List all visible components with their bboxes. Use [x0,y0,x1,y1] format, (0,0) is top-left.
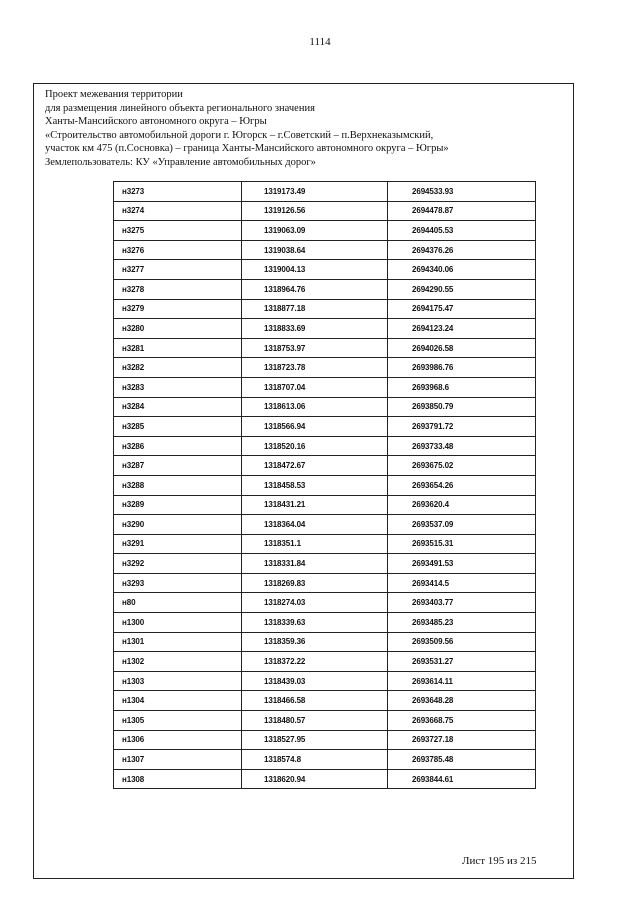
y-coordinate-cell: 2693850.79 [388,397,536,417]
x-coordinate-cell: 1319063.09 [242,221,388,241]
point-name-cell: н3289 [114,495,242,515]
x-coordinate-cell: 1318753.97 [242,338,388,358]
point-name-cell: н3273 [114,182,242,202]
x-coordinate-cell: 1318574.8 [242,750,388,770]
point-name-cell: н1307 [114,750,242,770]
x-coordinate-cell: 1318372.22 [242,652,388,672]
table-row [114,299,536,319]
y-coordinate-cell: 2693509.56 [388,632,536,652]
header-line: Землепользователь: КУ «Управление автомобильных дорог» [45,156,316,168]
point-name-cell: н3281 [114,338,242,358]
x-coordinate-cell: 1318466.58 [242,691,388,711]
y-coordinate-cell: 2693785.48 [388,750,536,770]
y-coordinate-cell: 2693531.27 [388,652,536,672]
table-row [114,769,536,789]
y-coordinate-cell: 2693733.48 [388,436,536,456]
header-line: участок км 475 (п.Сосновка) – граница Ханты-Мансийского автономного округа – Югры» [45,143,449,155]
table-row [114,201,536,221]
header-line: Проект межевания территории [45,89,183,100]
x-coordinate-cell: 1318833.69 [242,319,388,339]
point-name-cell: н1302 [114,652,242,672]
table-row [114,182,536,202]
point-name-cell: н1304 [114,691,242,711]
x-coordinate-cell: 1318351.1 [242,534,388,554]
table-row [114,338,536,358]
point-name-cell: н1300 [114,613,242,633]
table-row [114,417,536,437]
y-coordinate-cell: 2693485.23 [388,613,536,633]
point-name-cell: н3286 [114,436,242,456]
y-coordinate-cell: 2693491.53 [388,554,536,574]
table-row [114,495,536,515]
y-coordinate-cell: 2694405.53 [388,221,536,241]
y-coordinate-cell: 2694175.47 [388,299,536,319]
coordinates-table-body [114,182,536,789]
y-coordinate-cell: 2693986.76 [388,358,536,378]
table-row [114,730,536,750]
page-number: 1114 [309,36,331,48]
y-coordinate-cell: 2694533.93 [388,182,536,202]
x-coordinate-cell: 1318964.76 [242,279,388,299]
point-name-cell: н3287 [114,456,242,476]
sheet-counter: Лист 195 из 215 [462,855,537,867]
point-name-cell: н3293 [114,573,242,593]
table-row [114,319,536,339]
table-row [114,593,536,613]
table-row [114,671,536,691]
x-coordinate-cell: 1318364.04 [242,515,388,535]
table-row [114,260,536,280]
table-row [114,632,536,652]
x-coordinate-cell: 1318480.57 [242,711,388,731]
point-name-cell: н3283 [114,377,242,397]
x-coordinate-cell: 1318439.03 [242,671,388,691]
y-coordinate-cell: 2693620.4 [388,495,536,515]
point-name-cell: н3279 [114,299,242,319]
y-coordinate-cell: 2693515.31 [388,534,536,554]
coordinates-table [113,181,536,789]
point-name-cell: н3288 [114,475,242,495]
table-row [114,358,536,378]
table-row [114,240,536,260]
x-coordinate-cell: 1318458.53 [242,475,388,495]
y-coordinate-cell: 2694478.87 [388,201,536,221]
x-coordinate-cell: 1319004.13 [242,260,388,280]
table-row [114,750,536,770]
table-row [114,377,536,397]
y-coordinate-cell: 2693668.75 [388,711,536,731]
y-coordinate-cell: 2694026.58 [388,338,536,358]
point-name-cell: н1305 [114,711,242,731]
x-coordinate-cell: 1318331.84 [242,554,388,574]
point-name-cell: н3274 [114,201,242,221]
x-coordinate-cell: 1318431.21 [242,495,388,515]
x-coordinate-cell: 1318472.67 [242,456,388,476]
y-coordinate-cell: 2693968.6 [388,377,536,397]
y-coordinate-cell: 2694290.55 [388,279,536,299]
point-name-cell: н3291 [114,534,242,554]
table-row [114,613,536,633]
table-row [114,534,536,554]
header-line: «Строительство автомобильной дороги г. Югорск – г.Советский – п.Верхнеказымский, [45,129,434,141]
table-row [114,397,536,417]
point-name-cell: н1308 [114,769,242,789]
y-coordinate-cell: 2693844.61 [388,769,536,789]
table-row [114,436,536,456]
x-coordinate-cell: 1319038.64 [242,240,388,260]
x-coordinate-cell: 1318520.16 [242,436,388,456]
y-coordinate-cell: 2693727.18 [388,730,536,750]
table-row [114,456,536,476]
y-coordinate-cell: 2694123.24 [388,319,536,339]
x-coordinate-cell: 1318877.18 [242,299,388,319]
y-coordinate-cell: 2693791.72 [388,417,536,437]
point-name-cell: н3282 [114,358,242,378]
point-name-cell: н3284 [114,397,242,417]
point-name-cell: н3278 [114,279,242,299]
table-row [114,691,536,711]
y-coordinate-cell: 2693648.28 [388,691,536,711]
table-row [114,652,536,672]
header-line: Ханты-Мансийского автономного округа – Югры [45,116,267,128]
y-coordinate-cell: 2694340.06 [388,260,536,280]
table-row [114,221,536,241]
y-coordinate-cell: 2693654.26 [388,475,536,495]
table-row [114,279,536,299]
point-name-cell: н1306 [114,730,242,750]
table-row [114,515,536,535]
point-name-cell: н3290 [114,515,242,535]
point-name-cell: н3285 [114,417,242,437]
x-coordinate-cell: 1318620.94 [242,769,388,789]
point-name-cell: н3292 [114,554,242,574]
table-row [114,554,536,574]
point-name-cell: н80 [114,593,242,613]
y-coordinate-cell: 2693537.09 [388,515,536,535]
x-coordinate-cell: 1319126.56 [242,201,388,221]
x-coordinate-cell: 1318527.95 [242,730,388,750]
point-name-cell: н3275 [114,221,242,241]
x-coordinate-cell: 1318707.04 [242,377,388,397]
y-coordinate-cell: 2693614.11 [388,671,536,691]
table-row [114,573,536,593]
x-coordinate-cell: 1318613.06 [242,397,388,417]
point-name-cell: н1303 [114,671,242,691]
document-header [45,88,565,170]
x-coordinate-cell: 1318269.83 [242,573,388,593]
y-coordinate-cell: 2693414.5 [388,573,536,593]
x-coordinate-cell: 1318359.36 [242,632,388,652]
point-name-cell: н1301 [114,632,242,652]
y-coordinate-cell: 2693403.77 [388,593,536,613]
table-row [114,711,536,731]
x-coordinate-cell: 1318339.63 [242,613,388,633]
x-coordinate-cell: 1318723.78 [242,358,388,378]
point-name-cell: н3276 [114,240,242,260]
x-coordinate-cell: 1318274.03 [242,593,388,613]
point-name-cell: н3277 [114,260,242,280]
x-coordinate-cell: 1318566.94 [242,417,388,437]
y-coordinate-cell: 2693675.02 [388,456,536,476]
header-line: для размещения линейного объекта регионального значения [45,102,315,114]
y-coordinate-cell: 2694376.26 [388,240,536,260]
point-name-cell: н3280 [114,319,242,339]
x-coordinate-cell: 1319173.49 [242,182,388,202]
table-row [114,475,536,495]
